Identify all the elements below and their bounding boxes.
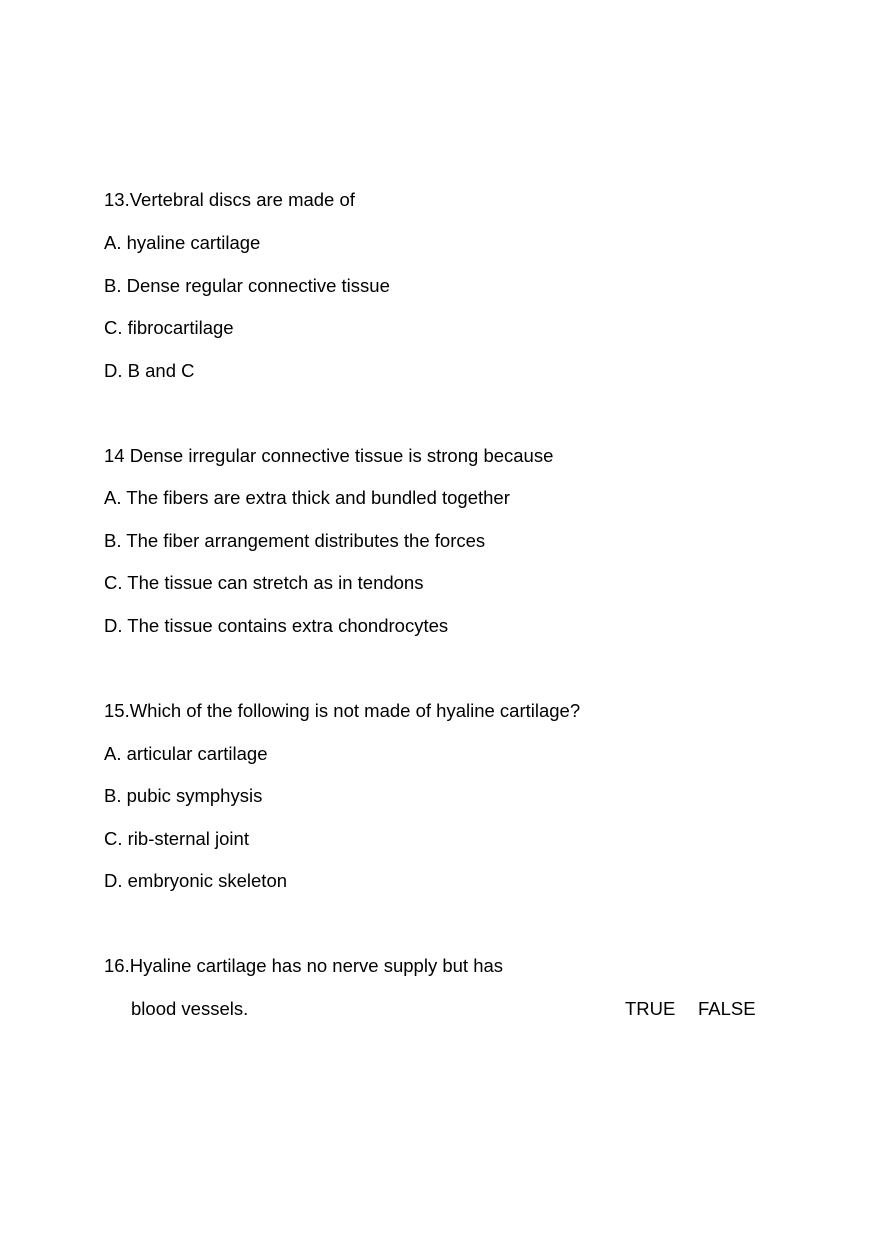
question-13-option-d: D. B and C <box>104 360 195 381</box>
question-15-option-b: B. pubic symphysis <box>104 785 263 806</box>
question-13-option-b: B. Dense regular connective tissue <box>104 275 390 296</box>
question-13-option-a: A. hyaline cartilage <box>104 232 261 253</box>
question-16-stem-line1: 16.Hyaline cartilage has no nerve supply but has <box>104 955 504 976</box>
question-14-option-d: D. The tissue contains extra chondrocytes <box>104 615 449 636</box>
question-14-stem: 14 Dense irregular connective tissue is strong because <box>104 445 554 466</box>
question-14-option-c: C. The tissue can stretch as in tendons <box>104 572 424 593</box>
question-14-option-a: A. The fibers are extra thick and bundled together <box>104 487 510 508</box>
false-option[interactable]: FALSE <box>698 998 756 1019</box>
true-option[interactable]: TRUE <box>625 998 676 1019</box>
question-15-option-a: A. articular cartilage <box>104 743 268 764</box>
question-13-option-c: C. fibrocartilage <box>104 317 234 338</box>
question-16-stem-line2: blood vessels. <box>131 998 249 1019</box>
question-15-option-d: D. embryonic skeleton <box>104 870 288 891</box>
question-15-stem: 15.Which of the following is not made of hyaline cartilage? <box>104 700 581 721</box>
question-14-option-b: B. The fiber arrangement distributes the forces <box>104 530 486 551</box>
question-15-option-c: C. rib-sternal joint <box>104 828 249 849</box>
question-13-stem: 13.Vertebral discs are made of <box>104 189 355 210</box>
